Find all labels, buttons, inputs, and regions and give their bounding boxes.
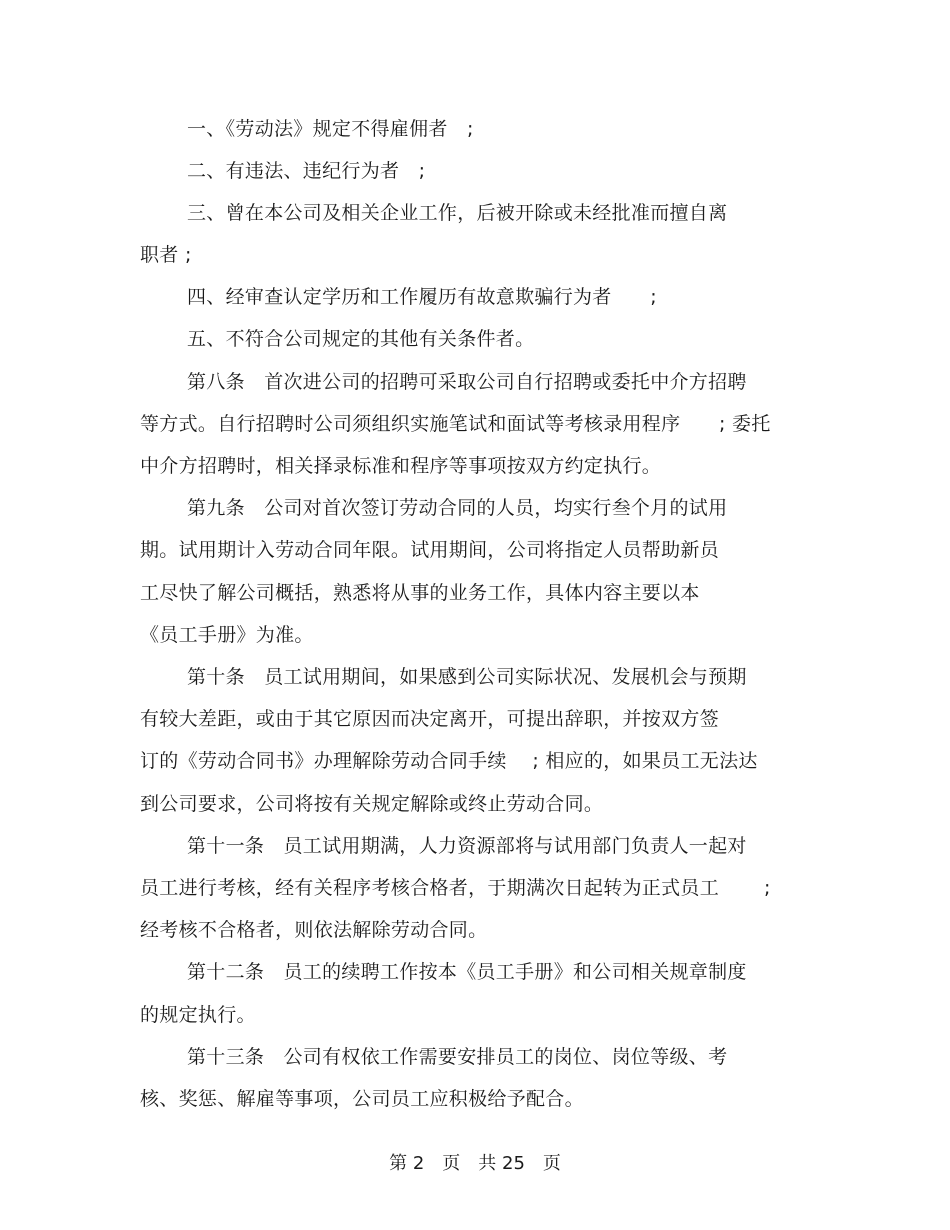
page-number-footer: 第 2 页 共 25 页 [389, 1153, 561, 1174]
text-line: 第十条 员工试用期间，如果感到公司实际状况、发展机会与预期 [187, 666, 747, 688]
text-line: 期。试用期计入劳动合同年限。试用期间，公司将指定人员帮助新员 [140, 539, 720, 561]
text-line: 到公司要求，公司将按有关规定解除或终止劳动合同。 [140, 793, 604, 815]
text-line: 职者 ; [140, 244, 192, 266]
text-line: 工尽快了解公司概括，熟悉将从事的业务工作，具体内容主要以本 [140, 582, 700, 604]
text-line: 经考核不合格者，则依法解除劳动合同。 [140, 919, 488, 941]
text-line: 第十一条 员工试用期满，人力资源部将与试用部门负责人一起对 [187, 835, 747, 857]
text-line: 四、经审查认定学历和工作履历有故意欺骗行为者 ; [187, 286, 657, 308]
text-line: 三、曾在本公司及相关企业工作，后被开除或未经批准而擅自离 [187, 202, 728, 224]
text-line: 订的《劳动合同书》办理解除劳动合同手续 ; 相应的，如果员工无法达 [140, 750, 758, 772]
text-line: 第八条 首次进公司的招聘可采取公司自行招聘或委托中介方招聘 [187, 371, 747, 393]
text-line: 五、不符合公司规定的其他有关条件者。 [187, 328, 535, 350]
text-line: 第九条 公司对首次签订劳动合同的人员，均实行叁个月的试用 [187, 497, 728, 519]
text-line: 有较大差距，或由于其它原因而决定离开，可提出辞职，并按双方签 [140, 708, 720, 730]
text-line: 核、奖惩、解雇等事项，公司员工应积极给予配合。 [140, 1088, 584, 1110]
text-line: 第十二条 员工的续聘工作按本《员工手册》和公司相关规章制度 [187, 961, 747, 983]
text-line: 二、有违法、违纪行为者 ; [187, 160, 426, 182]
text-line: 第十三条 公司有权依工作需要安排员工的岗位、岗位等级、考 [187, 1046, 728, 1068]
text-line: 《员工手册》为准。 [140, 624, 314, 646]
text-line: 等方式。自行招聘时公司须组织实施笔试和面试等考核录用程序 ; 委托 [140, 413, 771, 435]
text-line: 的规定执行。 [140, 1004, 256, 1026]
text-line: 员工进行考核，经有关程序考核合格者，于期满次日起转为正式员工 ; [140, 877, 771, 899]
text-line: 一、《劳动法》规定不得雇佣者 ; [187, 118, 474, 140]
text-line: 中介方招聘时，相关择录标准和程序等事项按双方约定执行。 [140, 455, 662, 477]
